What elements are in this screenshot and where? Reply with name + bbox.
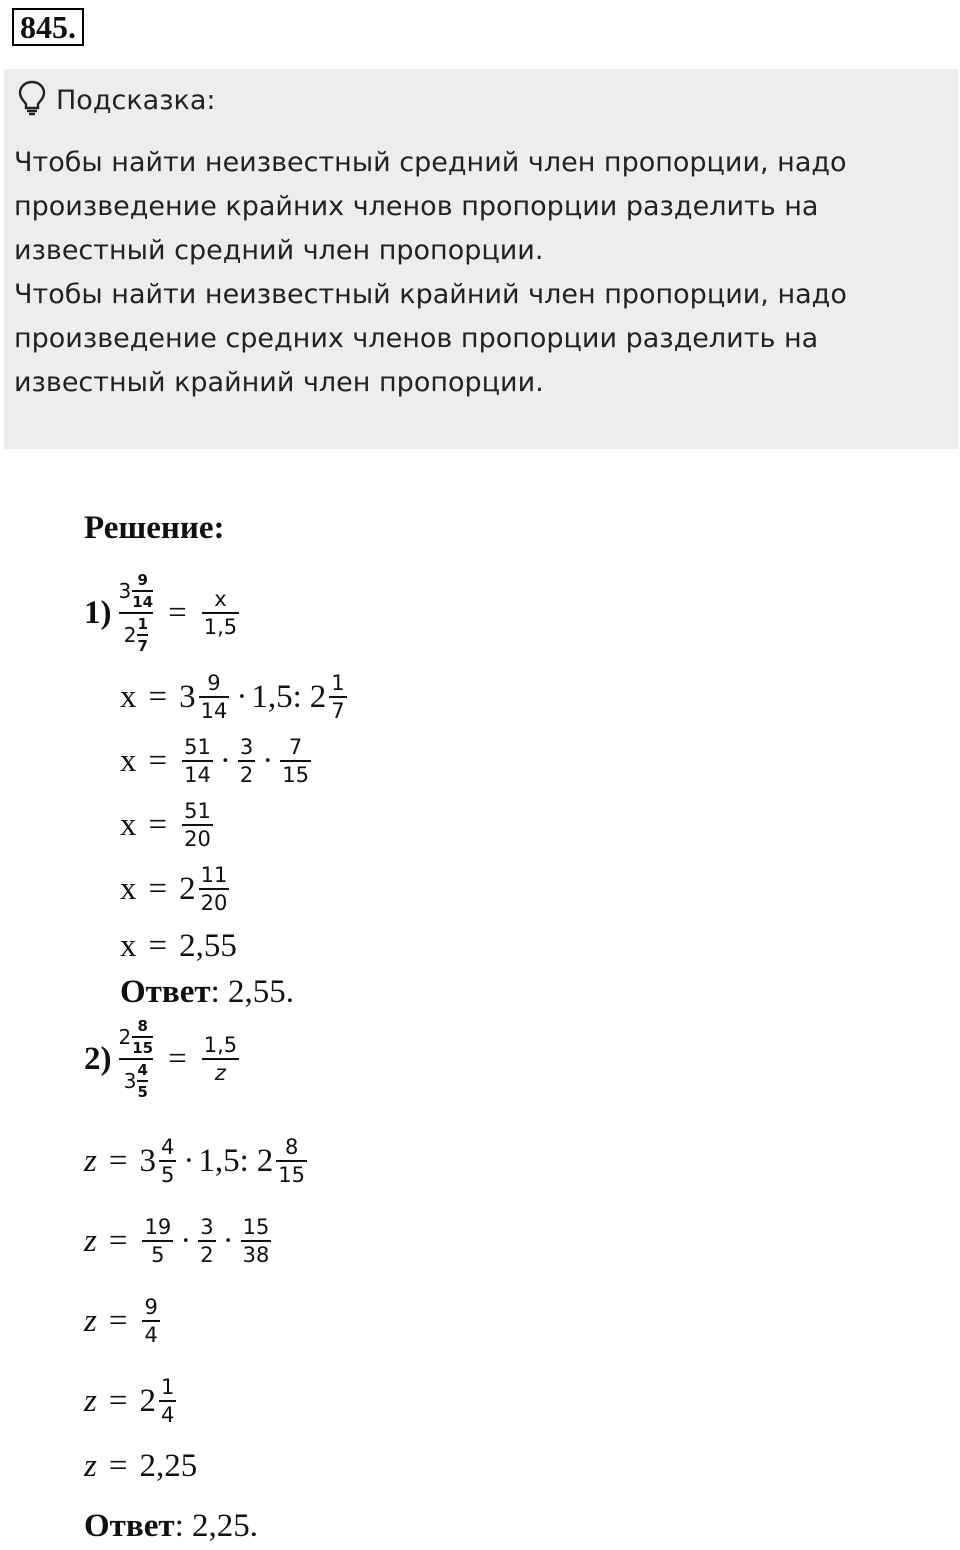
answer-label: Ответ — [84, 1508, 175, 1544]
whole-part: 2 — [309, 678, 327, 715]
mixed-number — [124, 616, 148, 654]
fraction — [199, 862, 230, 916]
variable: z — [84, 1222, 97, 1259]
equals-sign: = — [148, 806, 168, 843]
hint-line: произведение крайних членов пропорции разделить на — [14, 191, 819, 222]
denominator: 4 — [144, 1323, 158, 1347]
part2-label: 2) — [84, 1040, 112, 1077]
part1-step1 — [120, 670, 350, 724]
part1-step3 — [120, 798, 216, 852]
numerator: x — [214, 587, 227, 611]
hint-box — [4, 69, 958, 449]
hint-text — [14, 141, 944, 405]
hint-line: произведение средних членов пропорции разделить на — [14, 323, 819, 354]
hint-line: Чтобы найти неизвестный средний член пропорции, надо — [14, 147, 847, 178]
fraction — [199, 670, 230, 724]
numerator: 19 — [144, 1215, 172, 1239]
numerator: 3 — [239, 735, 254, 759]
equals-sign: = — [148, 678, 168, 715]
equals-sign: = — [168, 594, 187, 631]
numerator: 1 — [331, 671, 345, 695]
numerator: 51 — [184, 735, 211, 759]
part2-step2 — [84, 1214, 274, 1268]
answer-label: Ответ — [120, 974, 211, 1010]
equals-sign: = — [168, 1040, 187, 1077]
fraction — [159, 1134, 176, 1188]
denominator: 20 — [184, 827, 211, 851]
expression-part: 1,5: — [251, 678, 302, 715]
fraction — [159, 1374, 176, 1428]
denominator: 4 — [160, 1403, 175, 1427]
part1-step5 — [120, 928, 237, 965]
variable: x — [120, 928, 137, 964]
variable: z — [84, 1302, 97, 1339]
answer-value: : 2,25. — [174, 1508, 258, 1544]
part2-step3 — [84, 1294, 163, 1348]
hint-line: Чтобы найти неизвестный крайний член пропорции, надо — [14, 279, 847, 310]
expression-part: 1,5: — [198, 1142, 249, 1179]
variable: x — [120, 870, 137, 907]
multiply-sign: · — [219, 742, 231, 779]
denominator: 7 — [137, 637, 148, 655]
numerator: 1 — [137, 615, 148, 633]
numerator: 9 — [207, 671, 221, 695]
equals-sign: = — [108, 1448, 128, 1484]
denominator: 15 — [278, 1163, 305, 1187]
denominator: z — [214, 1061, 226, 1085]
whole-part: 3 — [139, 1142, 156, 1179]
equals-sign: = — [148, 742, 168, 779]
part1-step2 — [120, 734, 314, 788]
complex-fraction — [119, 572, 154, 654]
variable: z — [84, 1448, 97, 1484]
numerator: 4 — [160, 1135, 175, 1159]
problem-number: 845. — [12, 8, 84, 46]
equals-sign: = — [108, 1382, 128, 1419]
equals-sign: = — [108, 1302, 128, 1339]
answer-value: : 2,55. — [210, 974, 294, 1010]
numerator: 1 — [160, 1375, 175, 1399]
whole-part: 3 — [179, 678, 196, 715]
mixed-number — [119, 1018, 154, 1056]
hint-header — [18, 83, 216, 117]
numerator: 8 — [284, 1135, 299, 1159]
variable: x — [120, 806, 137, 843]
denominator: 20 — [200, 891, 228, 915]
fraction — [142, 1214, 173, 1268]
fraction — [241, 1214, 272, 1268]
denominator: 1,5 — [203, 615, 238, 639]
hint-line: известный средний член пропорции. — [14, 235, 544, 266]
denominator: 15 — [132, 1039, 154, 1057]
part2-step1 — [84, 1134, 310, 1188]
multiply-sign: · — [180, 1222, 192, 1259]
denominator: 5 — [151, 1243, 165, 1267]
multiply-sign: · — [222, 1222, 234, 1259]
variable: x — [120, 678, 137, 715]
complex-fraction — [119, 1018, 154, 1100]
variable: x — [120, 742, 137, 779]
fraction — [202, 1032, 239, 1086]
part1-proportion — [84, 572, 242, 654]
part1-step4 — [120, 862, 232, 916]
fraction — [142, 1294, 159, 1348]
denominator: 2 — [239, 763, 254, 787]
equals-sign: = — [148, 870, 168, 907]
multiply-sign: · — [262, 742, 274, 779]
fraction — [280, 734, 311, 788]
numerator: 1,5 — [203, 1033, 238, 1057]
result-value: 2,25 — [139, 1448, 198, 1484]
numerator: 51 — [184, 799, 211, 823]
numerator: 9 — [144, 1295, 158, 1319]
mixed-number — [119, 572, 154, 610]
multiply-sign: · — [236, 678, 248, 715]
equals-sign: = — [108, 1222, 128, 1259]
part1-label: 1) — [84, 594, 112, 631]
equals-sign: = — [108, 1142, 128, 1179]
part2-answer — [84, 1508, 258, 1545]
denominator: 14 — [184, 763, 211, 787]
fraction — [198, 1214, 215, 1268]
lightbulb-icon — [18, 80, 46, 120]
numerator: 3 — [200, 1215, 214, 1239]
part2-step5 — [84, 1448, 197, 1485]
multiply-sign: · — [183, 1142, 195, 1179]
denominator: 7 — [331, 699, 345, 723]
variable: z — [84, 1382, 97, 1419]
fraction — [182, 734, 213, 788]
solution-title: Решение: — [84, 510, 225, 546]
whole-part: 2 — [118, 1025, 132, 1049]
fraction — [202, 586, 239, 640]
numerator: 8 — [137, 1017, 148, 1035]
fraction — [276, 1134, 307, 1188]
denominator: 38 — [242, 1243, 270, 1267]
denominator: 2 — [200, 1243, 214, 1267]
whole-part: 2 — [139, 1382, 156, 1419]
numerator: 4 — [137, 1061, 148, 1079]
hint-title: Подсказка: — [56, 84, 216, 116]
denominator: 14 — [200, 699, 228, 723]
equals-sign: = — [148, 928, 168, 964]
denominator: 5 — [160, 1163, 175, 1187]
whole-part: 2 — [256, 1142, 274, 1179]
denominator: 15 — [282, 763, 309, 787]
numerator: 15 — [242, 1215, 270, 1239]
denominator: 14 — [132, 593, 154, 611]
numerator: 7 — [288, 735, 303, 759]
variable: z — [84, 1142, 97, 1179]
fraction — [238, 734, 255, 788]
numerator: 9 — [137, 571, 148, 589]
mixed-number — [124, 1062, 148, 1100]
part2-proportion — [84, 1018, 242, 1100]
fraction — [182, 798, 213, 852]
whole-part: 2 — [123, 623, 137, 647]
result-value: 2,55 — [179, 928, 237, 964]
part2-step4 — [84, 1374, 179, 1428]
whole-part: 2 — [179, 870, 196, 907]
fraction — [329, 670, 346, 724]
whole-part: 3 — [123, 1069, 137, 1093]
numerator: 11 — [200, 863, 228, 887]
hint-line: известный крайний член пропорции. — [14, 367, 544, 398]
part1-answer — [120, 974, 294, 1011]
denominator: 5 — [137, 1083, 148, 1101]
whole-part: 3 — [118, 579, 132, 603]
